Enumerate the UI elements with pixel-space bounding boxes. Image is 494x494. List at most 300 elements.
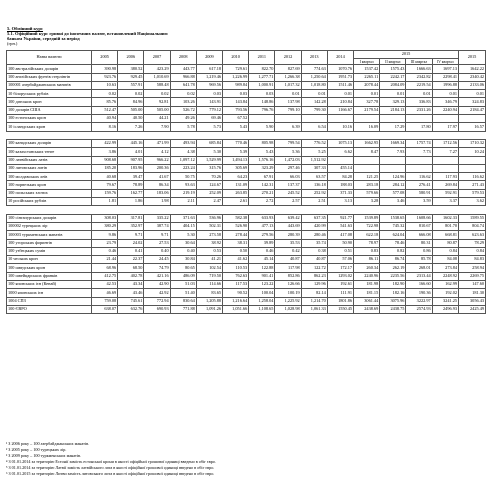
- rate-cell: 315.76: [196, 164, 222, 172]
- rate-cell: 5.78: [170, 123, 196, 131]
- rate-cell: 137.37: [275, 181, 301, 189]
- rate-cell: 505.00: [144, 106, 170, 114]
- rate-cell: 0.82: [380, 247, 406, 255]
- rate-cell: 1575.43: [380, 65, 406, 73]
- rate-cell: 3.28: [354, 198, 380, 206]
- rate-cell: 1550.45: [327, 305, 353, 313]
- rate-cell: [406, 164, 432, 172]
- rate-cell: 580.91: [406, 189, 432, 197]
- currency-name: 1000 японських ієн: [7, 289, 92, 297]
- rate-cell: 639.42: [275, 214, 301, 222]
- rate-cell: 390.98: [92, 65, 118, 73]
- rate-cell: 280.39: [275, 231, 301, 239]
- column-header-year: 2007: [144, 51, 170, 65]
- rate-cell: 1,018.80: [301, 81, 327, 89]
- rate-cell: 9.71: [144, 231, 170, 239]
- rate-cell: 1,226.99: [223, 73, 249, 81]
- rate-cell: 41.21: [196, 256, 222, 264]
- rate-cell: 1070.76: [327, 65, 353, 73]
- rate-cell: 3075.96: [380, 297, 406, 305]
- currency-name: 100 латвійських латів: [7, 156, 92, 164]
- table-row: [7, 65, 486, 73]
- rate-cell: 493.94: [170, 139, 196, 147]
- rate-cell: 162.99: [432, 281, 458, 289]
- unit-label: (грн.): [7, 41, 18, 46]
- rate-cell: 929.45: [118, 73, 144, 81]
- rate-cell: 685.84: [196, 139, 222, 147]
- rate-cell: 1757.74: [406, 139, 432, 147]
- rate-cell: 68.50: [118, 264, 144, 272]
- rate-cell: 0.41: [118, 247, 144, 255]
- rate-cell: 901.41: [249, 272, 275, 280]
- rate-cell: 668.81: [432, 231, 458, 239]
- rate-cell: 262.19: [380, 264, 406, 272]
- rate-cell: 185.20: [92, 164, 118, 172]
- rate-cell: 526.90: [223, 222, 249, 230]
- rate-cell: 41.62: [223, 256, 249, 264]
- rate-cell: 10.24: [459, 148, 486, 156]
- footnote: ⁴ З 01.01.2014 за територію Естонії замість естонської крони в якості офіційної грошової одиниці введено в обіг євро.: [6, 459, 216, 464]
- rate-cell: 78.97: [354, 239, 380, 247]
- rate-cell: 3061.44: [354, 297, 380, 305]
- rate-cell: 822.70: [249, 65, 275, 73]
- footnote: ² З 2005 року – 100 турецьких лір.: [6, 447, 67, 452]
- rate-cell: 830.64: [170, 297, 196, 305]
- rate-cell: 502.31: [196, 222, 222, 230]
- rate-cell: 422.99: [92, 139, 118, 147]
- rate-cell: 4.12: [144, 148, 170, 156]
- rate-cell: 969.56: [196, 81, 222, 89]
- rate-cell: 86.11: [354, 256, 380, 264]
- rate-cell: 827.69: [275, 65, 301, 73]
- rate-cell: 327.78: [354, 98, 380, 106]
- rate-cell: 2240.94: [432, 106, 458, 114]
- rate-cell: 402.78: [118, 272, 144, 280]
- currency-name: 100 польських злотих: [7, 189, 92, 197]
- rate-cell: 745.61: [118, 297, 144, 305]
- rate-cell: 471.99: [144, 139, 170, 147]
- rate-cell: 51.03: [170, 281, 196, 289]
- rate-cell: 122.72: [301, 264, 327, 272]
- rate-cell: 923.76: [92, 73, 118, 81]
- column-header-year: 2011: [249, 51, 275, 65]
- rate-cell: 42.90: [144, 281, 170, 289]
- rate-cell: [354, 164, 380, 172]
- table-row: [7, 256, 486, 264]
- rate-cell: 122.88: [249, 264, 275, 272]
- rate-cell: 592.91: [432, 189, 458, 197]
- rate-cell: 1,277.71: [249, 73, 275, 81]
- rate-cell: 1,266.38: [275, 73, 301, 81]
- rate-cell: 1,097.12: [170, 156, 196, 164]
- rate-cell: 579.53: [459, 189, 486, 197]
- currency-name: 100 узбецьких сумів: [7, 247, 92, 255]
- rate-cell: 124.96: [380, 173, 406, 181]
- rate-cell: [327, 115, 353, 123]
- currency-name: 1004 СПЗ: [7, 297, 92, 305]
- rate-cell: 49.26: [170, 115, 196, 123]
- rate-cell: 51.40: [170, 289, 196, 297]
- rate-cell: 690.93: [144, 305, 170, 313]
- table-row: [7, 148, 486, 156]
- rate-cell: 0.46: [92, 247, 118, 255]
- currency-name: 100001 азербайджанських манатів: [7, 81, 92, 89]
- rate-cell: 352.97: [118, 222, 144, 230]
- rate-cell: 284.12: [380, 181, 406, 189]
- rate-cell: 131.09: [223, 181, 249, 189]
- rate-cell: 2331.26: [406, 106, 432, 114]
- rate-cell: 2.72: [249, 198, 275, 206]
- rate-cell: 1662.95: [354, 139, 380, 147]
- rate-cell: 0.84: [459, 247, 486, 255]
- rate-cell: 116.62: [406, 173, 432, 181]
- column-header-year: 2012: [275, 51, 301, 65]
- rate-cell: [249, 115, 275, 123]
- rate-cell: 1,017.32: [275, 81, 301, 89]
- rate-cell: 1,219.46: [196, 73, 222, 81]
- rate-cell: 0.01: [275, 90, 301, 98]
- rate-cell: 263.85: [223, 189, 249, 197]
- rate-cell: 641.78: [170, 81, 196, 89]
- rate-cell: 1710.32: [459, 139, 486, 147]
- group-separator: [7, 131, 486, 139]
- section-title: 5. Обмінний курс: [7, 26, 43, 31]
- rate-cell: 779.12: [196, 106, 222, 114]
- table-row: [7, 139, 486, 147]
- rate-cell: 80.87: [432, 239, 458, 247]
- rate-cell: 23.79: [92, 239, 118, 247]
- rate-cell: 84.96: [118, 98, 144, 106]
- rate-cell: [354, 115, 380, 123]
- column-header-quarter: IV квартал: [432, 59, 458, 65]
- rate-cell: 57.06: [327, 256, 353, 264]
- rate-cell: 40.87: [275, 256, 301, 264]
- rate-cell: 40.68: [92, 173, 118, 181]
- currency-name: 100 естонських крон: [7, 115, 92, 123]
- rate-cell: 852.86: [275, 272, 301, 280]
- rate-cell: 1,108.65: [249, 305, 275, 313]
- rate-cell: 190.36: [406, 289, 432, 297]
- rate-cell: 1,576.16: [249, 156, 275, 164]
- rate-cell: 85.78: [406, 256, 432, 264]
- rate-cell: 617.18: [196, 65, 222, 73]
- rate-cell: 279.56: [249, 231, 275, 239]
- rate-cell: 260.34: [354, 264, 380, 272]
- rate-cell: 273.58: [196, 231, 222, 239]
- rate-cell: 142.31: [249, 181, 275, 189]
- rate-cell: 637.35: [301, 214, 327, 222]
- rate-cell: 183.96: [118, 164, 144, 172]
- rate-cell: 801.70: [432, 222, 458, 230]
- rate-cell: 622.18: [354, 231, 380, 239]
- footnote: ⁶ З 01.01.2015 за територію Литви замість литовського лита в якості офіційної грошової одиниці введено в обіг євро.: [6, 471, 215, 476]
- rate-cell: 907.95: [118, 156, 144, 164]
- rate-cell: 577.08: [380, 189, 406, 197]
- rate-cell: 541.63: [327, 222, 353, 230]
- rate-cell: 1951.73: [327, 73, 353, 81]
- rate-cell: 17.29: [380, 123, 406, 131]
- rate-cell: 774.63: [301, 65, 327, 73]
- rate-cell: 67.52: [223, 115, 249, 123]
- rate-cell: 5.30: [170, 231, 196, 239]
- rate-cell: 111.91: [327, 289, 353, 297]
- rate-cell: 2313.44: [406, 272, 432, 280]
- rate-cell: 2.61: [223, 198, 249, 206]
- rate-cell: 2342.82: [406, 73, 432, 81]
- rate-cell: 2235.56: [380, 272, 406, 280]
- rate-cell: 1,028.98: [275, 305, 301, 313]
- rate-cell: 1,205.88: [196, 297, 222, 305]
- rate-cell: 183.06: [144, 189, 170, 197]
- rate-cell: 423.29: [144, 65, 170, 73]
- rate-cell: 2438.69: [354, 305, 380, 313]
- rate-cell: 1,091.26: [196, 305, 222, 313]
- column-header-year: 2008: [170, 51, 196, 65]
- rate-cell: [459, 115, 486, 123]
- rate-cell: 219.19: [170, 189, 196, 197]
- rate-cell: 1,258.04: [249, 297, 275, 305]
- currency-name: 100 норвезьких крон: [7, 181, 92, 189]
- rate-cell: 526.72: [170, 106, 196, 114]
- rate-cell: 297.46: [275, 164, 301, 172]
- rate-cell: 323.29: [249, 164, 275, 172]
- rate-cell: 1712.56: [432, 139, 458, 147]
- rate-cell: 0.02: [118, 90, 144, 98]
- rate-cell: 4.01: [118, 148, 144, 156]
- rate-cell: 27.53: [144, 239, 170, 247]
- rate-cell: 136.18: [301, 181, 327, 189]
- rate-cell: 371.33: [327, 189, 353, 197]
- rate-cell: 126.66: [275, 281, 301, 289]
- rate-cell: 78.89: [118, 181, 144, 189]
- rate-cell: 0.38: [301, 247, 327, 255]
- rate-cell: 10.16: [327, 123, 353, 131]
- rate-cell: 579.66: [354, 189, 380, 197]
- rate-cell: 0.03: [223, 90, 249, 98]
- rate-cell: 147.60: [459, 281, 486, 289]
- rate-cell: 1697.13: [432, 65, 458, 73]
- rate-cell: 5.73: [196, 123, 222, 131]
- rate-cell: 380.52: [118, 65, 144, 73]
- rate-cell: 759.08: [92, 297, 118, 305]
- rate-cell: 371.63: [170, 214, 196, 222]
- rate-cell: 0.01: [432, 90, 458, 98]
- rate-cell: 0.01: [327, 90, 353, 98]
- rate-cell: 93.63: [170, 181, 196, 189]
- column-header-quarter: II квартал: [380, 59, 406, 65]
- rate-cell: 45.14: [249, 256, 275, 264]
- rate-cell: 114.66: [196, 281, 222, 289]
- rate-cell: 82.14: [301, 289, 327, 297]
- rate-cell: [432, 115, 458, 123]
- rate-cell: 512.47: [92, 106, 118, 114]
- rate-cell: 1,472.03: [275, 156, 301, 164]
- rate-cell: 223.24: [170, 164, 196, 172]
- rate-cell: 1,216.64: [223, 297, 249, 305]
- rate-cell: 745.32: [380, 222, 406, 230]
- rate-cell: [275, 115, 301, 123]
- rate-cell: 305.69: [223, 164, 249, 172]
- column-header-year: 2009: [196, 51, 222, 65]
- rate-cell: 3.46: [380, 198, 406, 206]
- rate-cell: 412.75: [92, 272, 118, 280]
- rate-cell: 0.40: [170, 247, 196, 255]
- rate-cell: 1511.46: [327, 81, 353, 89]
- rate-cell: 35.74: [301, 239, 327, 247]
- rate-cell: 2078.44: [354, 81, 380, 89]
- rate-cell: 380.29: [92, 222, 118, 230]
- rate-cell: 1,512.92: [301, 156, 327, 164]
- rate-cell: 624.04: [380, 231, 406, 239]
- rate-cell: 5.90: [249, 123, 275, 131]
- rate-cell: 582.38: [223, 214, 249, 222]
- rate-cell: 129.96: [301, 281, 327, 289]
- rate-cell: 346.79: [432, 98, 458, 106]
- rate-cell: [406, 115, 432, 123]
- rate-cell: 44.21: [144, 115, 170, 123]
- rate-cell: 1.86: [118, 198, 144, 206]
- rate-cell: 142.28: [301, 98, 327, 106]
- rate-cell: 862.23: [301, 272, 327, 280]
- currency-name: 100003 туркменських манатів: [7, 231, 92, 239]
- currency-name: 100 сінгапурських доларів: [7, 214, 92, 222]
- rate-cell: 2438.75: [380, 305, 406, 313]
- rate-cell: [432, 156, 458, 164]
- rate-cell: 84.08: [432, 256, 458, 264]
- rate-cell: 2242.17: [380, 73, 406, 81]
- rate-cell: 210.84: [327, 98, 353, 106]
- rate-cell: [301, 115, 327, 123]
- rate-cell: 0.53: [196, 247, 222, 255]
- rate-cell: 64.23: [223, 173, 249, 181]
- rate-cell: 2133.06: [459, 81, 486, 89]
- footnote: ³ З 2009 року – 100 туркменських манатів.: [6, 453, 82, 458]
- table-row: [7, 214, 486, 222]
- rate-cell: 317.81: [118, 214, 144, 222]
- rate-cell: 0.42: [275, 247, 301, 255]
- rate-cell: 21.44: [92, 256, 118, 264]
- rate-cell: 79.67: [92, 181, 118, 189]
- table-row: [7, 123, 486, 131]
- currency-name: 10 білоруських рублів: [7, 90, 92, 98]
- rate-cell: 39.89: [249, 239, 275, 247]
- rate-cell: 2.51: [301, 198, 327, 206]
- rate-cell: 6.39: [275, 123, 301, 131]
- rate-cell: 276.41: [406, 181, 432, 189]
- table-row: [7, 90, 486, 98]
- rate-cell: 329.13: [380, 98, 406, 106]
- rate-cell: 63.57: [301, 173, 327, 181]
- rate-cell: 1,010.69: [144, 73, 170, 81]
- rate-cell: 143.84: [223, 98, 249, 106]
- rate-cell: 966.88: [170, 73, 196, 81]
- rate-cell: 1.98: [144, 198, 170, 206]
- column-header-year: 2015: [459, 51, 486, 65]
- rate-cell: 5.30: [196, 148, 222, 156]
- rate-cell: 269.84: [432, 181, 458, 189]
- rate-cell: 258.94: [459, 264, 486, 272]
- rate-cell: 84.28: [327, 173, 353, 181]
- rate-cell: 181.15: [354, 289, 380, 297]
- column-header-quarter: I квартал: [354, 59, 380, 65]
- rate-cell: 10.63: [92, 81, 118, 89]
- rate-cell: 420.99: [301, 222, 327, 230]
- rate-cell: 719.50: [196, 272, 222, 280]
- table-row: [7, 231, 486, 239]
- rate-cell: 16.57: [459, 123, 486, 131]
- rate-cell: 7.90: [144, 123, 170, 131]
- rate-cell: 1538.65: [380, 214, 406, 222]
- table-row: [7, 73, 486, 81]
- rate-cell: 9.86: [92, 231, 118, 239]
- rate-cell: 17.97: [432, 123, 458, 131]
- currency-name: 100 японських ієн (Кенай): [7, 281, 92, 289]
- rate-cell: 1075.13: [327, 139, 353, 147]
- rate-cell: 5.43: [223, 123, 249, 131]
- rate-cell: 2219.54: [406, 81, 432, 89]
- rate-cell: 40.50: [118, 115, 144, 123]
- rate-cell: 989.84: [223, 81, 249, 89]
- rate-cell: 117.93: [432, 173, 458, 181]
- currency-name: 100 шведських крон: [7, 264, 92, 272]
- rate-cell: 308.03: [92, 214, 118, 222]
- rate-cell: 421.16: [144, 272, 170, 280]
- rate-cell: 24.45: [144, 256, 170, 264]
- rate-cell: 0.01: [406, 90, 432, 98]
- rate-cell: 810.67: [406, 222, 432, 230]
- rate-cell: [327, 156, 353, 164]
- rate-cell: 3222.97: [406, 297, 432, 305]
- rate-cell: 1669.34: [380, 139, 406, 147]
- rate-cell: 148.86: [249, 98, 275, 106]
- rate-cell: 1.81: [92, 198, 118, 206]
- rate-cell: 2574.93: [406, 305, 432, 313]
- rate-cell: 0.01: [380, 90, 406, 98]
- rate-cell: 46.69: [92, 289, 118, 297]
- rate-cell: 771.88: [170, 305, 196, 313]
- rate-cell: 123.22: [249, 281, 275, 289]
- rate-cell: 1,225.92: [275, 297, 301, 305]
- table-row: [7, 222, 486, 230]
- rate-cell: 799.54: [275, 139, 301, 147]
- rate-cell: 43.34: [118, 281, 144, 289]
- rate-cell: 2184.13: [380, 106, 406, 114]
- rate-cell: 477.13: [249, 222, 275, 230]
- rate-cell: 638.07: [92, 305, 118, 313]
- table-row: [7, 289, 486, 297]
- rate-cell: 632.76: [118, 305, 144, 313]
- rate-cell: 66.03: [275, 173, 301, 181]
- rate-cell: 124.67: [196, 181, 222, 189]
- rate-cell: 2340.42: [459, 73, 486, 81]
- rate-cell: 2.11: [170, 198, 196, 206]
- rate-cell: 623.63: [459, 231, 486, 239]
- rate-cell: 24.02: [118, 239, 144, 247]
- rate-cell: 1293.02: [327, 272, 353, 280]
- footnote: ¹ З 2006 року – 100 азербайджанських манатів.: [6, 441, 90, 446]
- rate-cell: 776.52: [301, 139, 327, 147]
- rate-cell: 1602.33: [432, 214, 458, 222]
- rate-cell: 70.26: [196, 173, 222, 181]
- rate-cell: 793.56: [223, 106, 249, 114]
- table-row: [7, 264, 486, 272]
- rate-cell: 6.54: [301, 123, 327, 131]
- rate-cell: 143.91: [196, 98, 222, 106]
- currency-name: 100 литовських литів: [7, 164, 92, 172]
- rate-cell: 799.30: [301, 106, 327, 114]
- rate-cell: 181.30: [459, 289, 486, 297]
- rate-cell: 0.46: [249, 247, 275, 255]
